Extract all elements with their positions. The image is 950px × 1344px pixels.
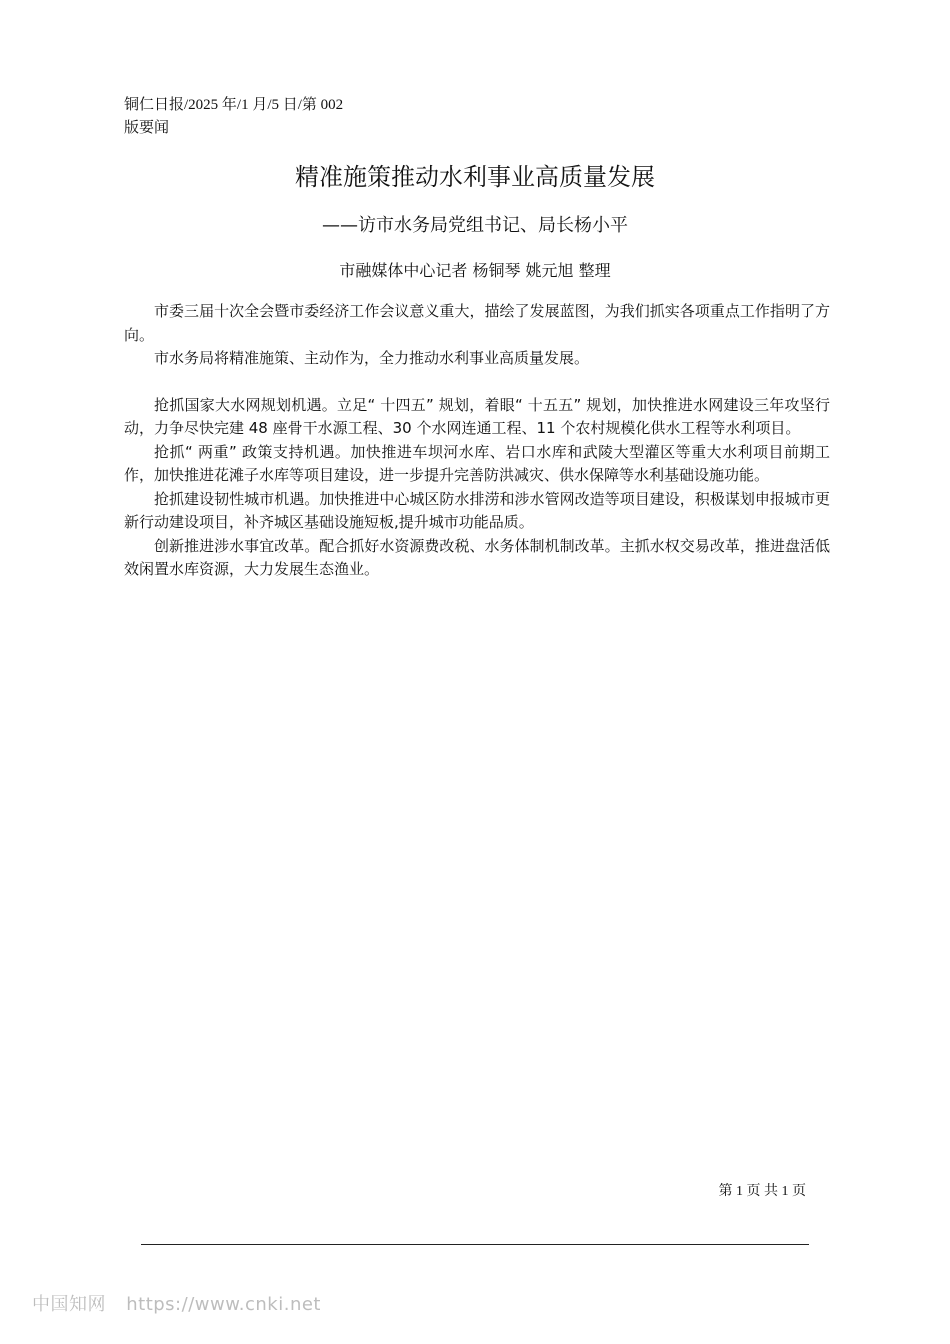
watermark-name: 中国知网 (32, 1294, 106, 1315)
footer-divider (141, 1244, 809, 1245)
body-paragraph: 创新推进涉水事宜改革。配合抓好水资源费改税、水务体制机制改革。主抓水权交易改革，推进盘活低效闲置水库资源，大力发展生态渔业。 (124, 536, 830, 578)
page-number: 第 1 页 共 1 页 (718, 1184, 806, 1199)
watermark-url: https://www.cnki.net (126, 1294, 321, 1315)
body-paragraph: 抢抓建设韧性城市机遇。加快推进中心城区防水排涝和涉水管网改造等项目建设，积极谋划申报城市更新行动建设项目，补齐城区基础设施短板,提升城市功能品质。 (124, 489, 830, 531)
article-subtitle: ——访市水务局党组书记、局长杨小平 (322, 215, 628, 236)
body-paragraph: 抢抓“ 两重” 政策支持机遇。加快推进车坝河水库、岩口水库和武陵大型灌区等重大水利项目前期工作，加快推进花滩子水库等项目建设，进一步提升完善防洪减灾、供水保障等水利基础设施功能。 (124, 442, 830, 484)
source-line-2: 版要闻 (124, 120, 170, 136)
article-byline: 市融媒体中心记者 杨铜琴 姚元旭 整理 (339, 261, 611, 280)
paragraph-gap (124, 371, 830, 394)
intro-paragraph: 市水务局将精准施策、主动作为，全力推动水利事业高质量发展。 (154, 349, 590, 367)
source-line-1: 铜仁日报/2025 年/1 月/5 日/第 002 (124, 97, 344, 113)
source-line (124, 94, 384, 140)
watermark (32, 1292, 321, 1318)
intro-paragraph: 市委三届十次全会暨市委经济工作会议意义重大，描绘了发展蓝图，为我们抓实各项重点工作指明了方向。 (124, 302, 830, 344)
body-paragraph: 抢抓国家大水网规划机遇。立足“ 十四五” 规划，着眼“ 十五五” 规划，加快推进水网建设三年攻坚行动，力争尽快完建 48 座骨干水源工程、30 个水网连通工程、11 个农村规模化供水工程等水利项目。 (124, 395, 830, 437)
article-title: 精准施策推动水利事业高质量发展 (295, 163, 655, 191)
article-body (124, 300, 830, 582)
